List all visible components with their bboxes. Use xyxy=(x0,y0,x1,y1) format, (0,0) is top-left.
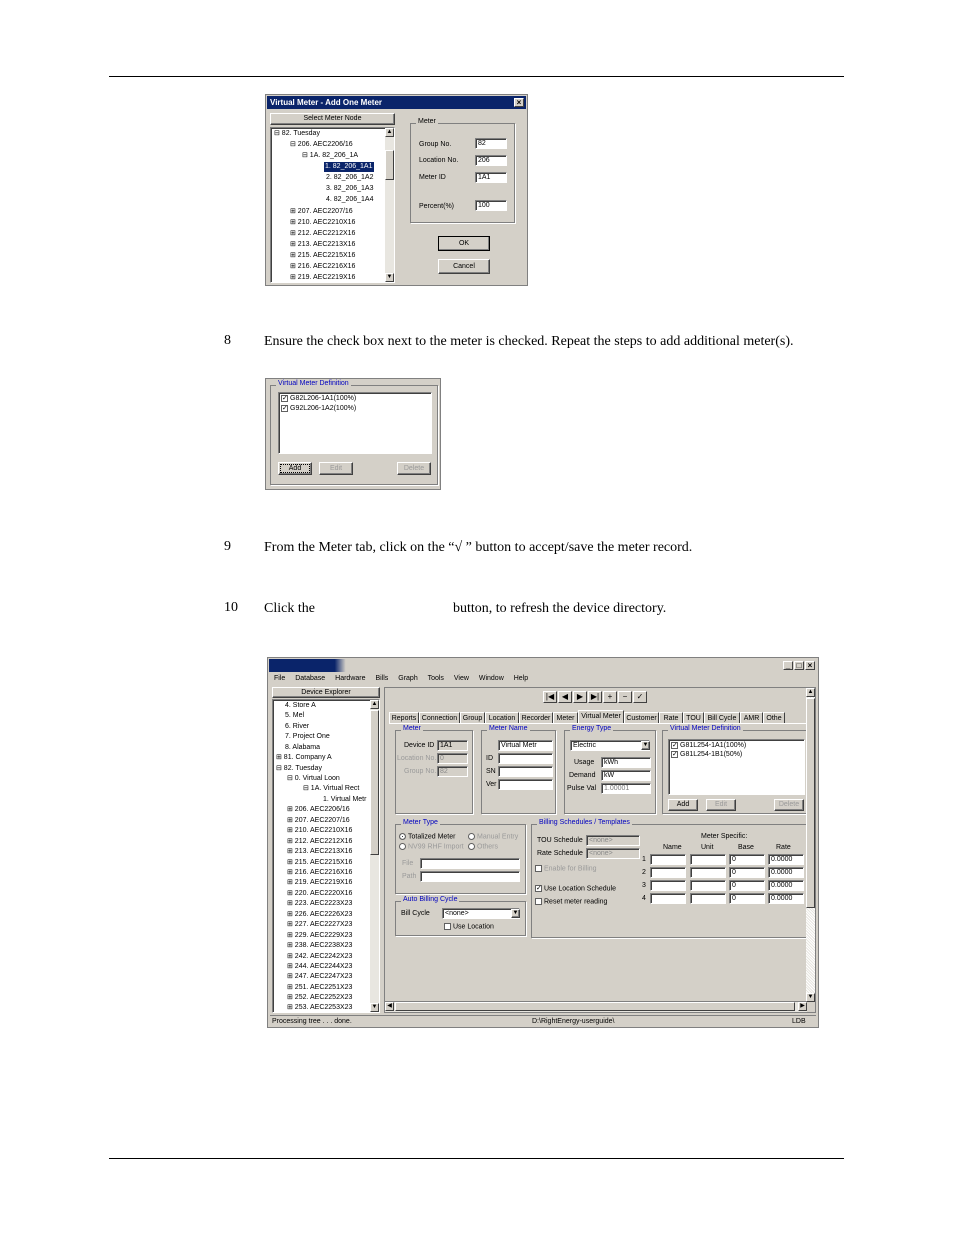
device-id-field[interactable]: 1A1 xyxy=(437,740,468,751)
record-toolbar xyxy=(543,691,653,703)
tree-node[interactable]: ⊟ 1A. 82_206_1A xyxy=(302,152,359,159)
sn-field[interactable] xyxy=(498,766,553,777)
tab-reports[interactable]: Reports xyxy=(389,712,419,723)
tree-node[interactable]: ⊞ 213. AEC2213X16 xyxy=(290,241,356,248)
vmd-groupbox xyxy=(662,725,808,814)
close-icon[interactable]: × xyxy=(514,98,524,107)
tree-node[interactable]: 1. Virtual Metr xyxy=(323,796,367,803)
tree-node[interactable]: ⊞ 253. AEC2253X23 xyxy=(287,1004,353,1011)
tree-node[interactable]: 3. 82_206_1A3 xyxy=(326,185,374,192)
vmd-list[interactable] xyxy=(668,739,805,795)
scroll-up-icon[interactable]: ▲ xyxy=(807,689,814,695)
checkbox-icon[interactable] xyxy=(444,923,451,930)
radio-label: Totalized Meter xyxy=(408,833,456,841)
delete-record-button[interactable]: − xyxy=(618,691,632,703)
select-meter-node-header: Select Meter Node xyxy=(270,113,395,125)
list-item-label: G81L254-1B1(50%) xyxy=(680,751,743,758)
usage-field[interactable]: kWh xyxy=(601,757,651,768)
meter-group-legend: Meter xyxy=(403,725,421,732)
step-number: 10 xyxy=(224,600,238,615)
list-item-label: G82L206-1A1(100%) xyxy=(290,395,357,402)
app-titlebar xyxy=(269,659,817,672)
checkbox-label: Use Location Schedule xyxy=(544,885,616,893)
checkbox-checked[interactable]: ✓ xyxy=(672,741,678,749)
row-name-field[interactable] xyxy=(650,880,686,891)
location-no-field[interactable]: 0 xyxy=(437,753,468,764)
tab-tou[interactable]: TOU xyxy=(683,712,704,723)
tree-node[interactable]: ⊞ 215. AEC2215X16 xyxy=(290,252,356,259)
menu-hardware[interactable]: Hardware xyxy=(335,675,366,682)
row-unit-field[interactable] xyxy=(690,880,726,891)
row-rate-field[interactable]: 0.0000 xyxy=(768,854,804,865)
radio-icon[interactable] xyxy=(399,843,406,850)
virtual-meter-definition-snippet xyxy=(265,378,441,490)
tree-node[interactable]: ⊞ 238. AEC2238X23 xyxy=(287,942,353,949)
row-unit-field[interactable] xyxy=(690,867,726,878)
meter-name-field[interactable]: Virtual Metr xyxy=(498,740,553,751)
meter-id-field[interactable]: 1A1 xyxy=(475,172,507,183)
checkbox-icon[interactable] xyxy=(535,865,542,872)
tree-node[interactable]: ⊞ 226. AEC2226X23 xyxy=(287,911,353,918)
checkbox-label: Use Location xyxy=(453,923,494,931)
row-name-field[interactable] xyxy=(650,867,686,878)
tree-node[interactable]: ⊞ 210. AEC2210X16 xyxy=(287,827,353,834)
tou-schedule-label: TOU Schedule xyxy=(537,837,583,844)
meter-groupbox xyxy=(395,725,473,814)
device-explorer-header: Device Explorer xyxy=(272,687,380,698)
tab-connection[interactable]: Connection xyxy=(419,712,460,723)
radio-nv99[interactable] xyxy=(399,843,464,850)
auto-billing-legend: Auto Billing Cycle xyxy=(403,896,458,903)
tab-amr[interactable]: AMR xyxy=(740,712,763,723)
tree-node[interactable]: ⊞ 223. AEC2223X23 xyxy=(287,900,353,907)
list-item[interactable] xyxy=(281,404,356,414)
meter-node-tree[interactable] xyxy=(270,127,395,283)
edit-button[interactable]: Edit xyxy=(706,799,736,811)
tree-node[interactable]: ⊟ 82. Tuesday xyxy=(274,130,320,137)
demand-label: Demand xyxy=(569,772,596,779)
tab-rate[interactable]: Rate xyxy=(659,712,683,723)
tree-node[interactable]: ⊟ 206. AEC2206/16 xyxy=(290,141,353,148)
menu-file[interactable]: File xyxy=(274,675,286,682)
tree-node[interactable]: ⊞ 219. AEC2219X16 xyxy=(287,879,353,886)
menu-tools[interactable]: Tools xyxy=(427,675,444,682)
close-icon[interactable]: × xyxy=(805,661,815,670)
step-number: 9 xyxy=(224,539,231,554)
step-text: Ensure the check box next to the meter is checked. Repeat the steps to add additional meter(s). xyxy=(264,334,794,349)
tab-location[interactable]: Location xyxy=(485,712,519,723)
energy-type-legend: Energy Type xyxy=(572,725,612,732)
list-item[interactable] xyxy=(671,750,742,760)
menu-help[interactable]: Help xyxy=(513,675,529,682)
location-no-label: Location No. xyxy=(419,157,459,164)
tree-node[interactable]: ⊟ 1A. Virtual Rect xyxy=(303,785,360,792)
tab-meter[interactable]: Meter xyxy=(553,712,578,723)
row-name-field[interactable] xyxy=(650,893,686,904)
rate-schedule-select[interactable]: <none> xyxy=(586,848,640,859)
chevron-down-icon[interactable]: ▼ xyxy=(642,742,649,748)
menu-database[interactable]: Database xyxy=(295,675,326,682)
pulse-val-field[interactable]: 1.00001 xyxy=(601,783,651,794)
status-text: Processing tree . . . done. xyxy=(272,1018,352,1025)
delete-button[interactable]: Delete xyxy=(774,799,804,811)
chevron-down-icon[interactable]: ▼ xyxy=(512,910,519,916)
checkbox-label: Reset meter reading xyxy=(544,898,608,906)
meter-type-groupbox xyxy=(395,819,526,894)
tab-body xyxy=(389,723,807,994)
id-label: ID xyxy=(486,755,493,762)
checkbox-checked[interactable]: ✓ xyxy=(536,885,542,892)
menu-bills[interactable]: Bills xyxy=(375,675,389,682)
tree-node[interactable]: ⊞ 227. AEC2227X23 xyxy=(287,921,353,928)
scroll-down-icon[interactable]: ▼ xyxy=(386,274,393,280)
radio-totalized[interactable] xyxy=(399,833,455,840)
checkbox-label: Enable for Billing xyxy=(544,865,597,873)
scroll-thumb[interactable] xyxy=(370,710,379,855)
right-pane xyxy=(384,687,816,1013)
row-rate-field[interactable]: 0.0000 xyxy=(768,880,804,891)
menu-window[interactable]: Window xyxy=(478,675,504,682)
tree-node[interactable]: 4. 82_206_1A4 xyxy=(326,196,374,203)
minimize-icon[interactable]: _ xyxy=(783,661,793,670)
tree-node-selected[interactable]: 1. 82_206_1A1 xyxy=(324,162,374,172)
list-item-label: G81L254-1A1(100%) xyxy=(680,742,747,749)
group-no-field[interactable]: 82 xyxy=(437,766,468,777)
delete-button[interactable]: Delete xyxy=(397,462,431,475)
add-button[interactable]: Add xyxy=(668,799,698,811)
list-item-label: G92L206-1A2(100%) xyxy=(290,405,357,412)
list-item[interactable] xyxy=(281,394,356,404)
row-number: 1 xyxy=(642,856,646,863)
tree-node[interactable]: ⊞ 252. AEC2252X23 xyxy=(287,994,353,1001)
location-no-field[interactable]: 206 xyxy=(475,155,507,166)
tree-node[interactable]: ⊞ 207. AEC2207/16 xyxy=(287,817,350,824)
tree-node[interactable]: ⊞ 244. AEC2244X23 xyxy=(287,963,353,970)
scroll-up-icon[interactable]: ▲ xyxy=(386,129,393,135)
app-window xyxy=(267,657,819,1028)
scroll-thumb[interactable] xyxy=(395,1002,795,1011)
col-base: Base xyxy=(738,844,754,851)
scroll-thumb[interactable] xyxy=(385,150,394,180)
prev-record-button[interactable]: ◀ xyxy=(558,691,572,703)
row-number: 4 xyxy=(642,895,646,902)
tree-node[interactable]: ⊞ 213. AEC2213X16 xyxy=(287,848,353,855)
tree-node[interactable]: ⊞ 215. AEC2215X16 xyxy=(287,859,353,866)
group-no-field[interactable]: 82 xyxy=(475,138,507,149)
meter-group-legend: Meter xyxy=(418,118,436,125)
tree-node[interactable]: ⊞ 247. AEC2247X23 xyxy=(287,973,353,980)
path-label: Path xyxy=(402,873,417,880)
step-text-before: Click the xyxy=(264,601,315,616)
group-no-label: Group No. xyxy=(419,141,452,148)
row-base-field[interactable]: 0 xyxy=(729,893,765,904)
accept-record-button[interactable]: ✓ xyxy=(633,691,647,703)
bill-cycle-label: Bill Cycle xyxy=(401,910,430,917)
tou-schedule-select[interactable]: <none> xyxy=(586,835,640,846)
tree-node[interactable]: ⊞ 81. Company A xyxy=(276,754,332,761)
ver-label: Ver xyxy=(486,781,497,788)
scroll-left-icon[interactable]: ◀ xyxy=(385,1002,394,1011)
tree-node[interactable]: ⊞ 206. AEC2206/16 xyxy=(287,806,350,813)
reset-meter-checkbox[interactable] xyxy=(535,898,607,905)
checkbox-checked[interactable]: ✓ xyxy=(672,750,678,758)
col-unit: Unit xyxy=(701,844,714,851)
use-location-schedule-checkbox[interactable] xyxy=(535,885,616,892)
energy-type-groupbox xyxy=(564,725,656,814)
tab-other[interactable]: Othe xyxy=(763,712,785,723)
tree-node[interactable]: ⊞ 220. AEC2220X16 xyxy=(287,890,353,897)
path-field[interactable] xyxy=(420,871,520,882)
auto-billing-groupbox xyxy=(395,896,526,936)
tree-node[interactable]: 5. Mel xyxy=(285,712,305,719)
meter-groupbox xyxy=(410,118,515,223)
enable-billing-checkbox[interactable] xyxy=(535,865,597,872)
scroll-down-icon[interactable]: ▼ xyxy=(807,994,814,1000)
vmd-legend: Virtual Meter Definition xyxy=(278,380,349,387)
row-base-field[interactable]: 0 xyxy=(729,867,765,878)
meter-specific-label: Meter Specific: xyxy=(701,833,748,840)
next-record-button[interactable]: ▶ xyxy=(573,691,587,703)
radio-label: Manual Entry xyxy=(477,833,519,841)
vmd-list[interactable] xyxy=(278,392,432,454)
sn-label: SN xyxy=(486,768,496,775)
tree-node[interactable]: ⊞ 251. AEC2251X23 xyxy=(287,984,353,991)
tab-recorder[interactable]: Recorder xyxy=(519,712,553,723)
menu-bar xyxy=(274,675,536,682)
percent-label: Percent(%) xyxy=(419,203,455,210)
meter-name-legend: Meter Name xyxy=(489,725,528,732)
ok-button[interactable]: OK xyxy=(438,236,490,251)
device-explorer-tree[interactable] xyxy=(272,699,380,1013)
radio-manual[interactable] xyxy=(468,833,518,840)
tree-node[interactable]: ⊞ 219. AEC2219X16 xyxy=(290,274,356,281)
radio-selected-icon[interactable] xyxy=(399,833,406,840)
tree-node[interactable]: ⊞ 210. AEC2210X16 xyxy=(290,219,356,226)
tree-node[interactable]: 8. Alabama xyxy=(285,744,321,751)
scroll-up-icon[interactable]: ▲ xyxy=(371,701,378,707)
demand-field[interactable]: kW xyxy=(601,770,651,781)
energy-type-select[interactable]: Electric xyxy=(570,740,650,751)
tree-node[interactable]: ⊞ 207. AEC2207/16 xyxy=(290,208,353,215)
dialog-titlebar xyxy=(267,96,526,109)
last-record-button[interactable]: ▶| xyxy=(588,691,602,703)
row-unit-field[interactable] xyxy=(690,854,726,865)
usage-label: Usage xyxy=(574,759,595,766)
first-record-button[interactable]: |◀ xyxy=(543,691,557,703)
radio-label: Others xyxy=(477,843,499,851)
add-button[interactable]: Add xyxy=(278,462,312,475)
scroll-right-icon[interactable]: ▶ xyxy=(798,1002,807,1011)
maximize-icon[interactable]: □ xyxy=(794,661,804,670)
tab-group[interactable]: Group xyxy=(460,712,485,723)
row-number: 3 xyxy=(642,882,646,889)
id-field[interactable] xyxy=(498,753,553,764)
explorer-scrollbar[interactable] xyxy=(370,700,379,1012)
checkbox-checked[interactable]: ✓ xyxy=(282,394,288,402)
meter-name-groupbox xyxy=(481,725,556,814)
add-one-meter-dialog xyxy=(265,94,528,286)
tree-node[interactable]: ⊞ 212. AEC2212X16 xyxy=(287,838,353,845)
tree-node[interactable]: ⊟ 82. Tuesday xyxy=(276,765,322,772)
file-field[interactable] xyxy=(420,858,520,869)
tab-customer[interactable]: Customer xyxy=(624,712,659,723)
billing-schedules-groupbox xyxy=(531,819,808,938)
ver-field[interactable] xyxy=(498,779,553,790)
row-base-field[interactable]: 0 xyxy=(729,854,765,865)
group-no-label: Group No. xyxy=(404,768,437,775)
menu-graph[interactable]: Graph xyxy=(398,675,418,682)
scroll-down-icon[interactable]: ▼ xyxy=(371,1004,378,1010)
edit-button[interactable]: Edit xyxy=(319,462,353,475)
tree-node[interactable]: 6. River xyxy=(285,723,310,730)
step-text-after: button, to refresh the device directory. xyxy=(453,601,667,616)
row-unit-field[interactable] xyxy=(690,893,726,904)
cancel-button[interactable]: Cancel xyxy=(438,259,490,274)
radio-label: NV99 RHF Import xyxy=(408,843,464,851)
menu-view[interactable]: View xyxy=(453,675,469,682)
row-rate-field[interactable]: 0.0000 xyxy=(768,867,804,878)
bill-cycle-select[interactable]: <none> xyxy=(442,908,520,919)
status-bar xyxy=(270,1015,816,1027)
meter-id-label: Meter ID xyxy=(419,174,446,181)
percent-field[interactable]: 100 xyxy=(475,200,507,211)
tree-node[interactable]: 4. Store A xyxy=(285,702,316,709)
meter-type-legend: Meter Type xyxy=(403,819,438,826)
row-name-field[interactable] xyxy=(650,854,686,865)
checkbox-icon[interactable] xyxy=(535,898,542,905)
tree-node[interactable]: ⊞ 216. AEC2216X16 xyxy=(287,869,353,876)
checkbox-checked[interactable]: ✓ xyxy=(282,404,288,412)
tree-scrollbar[interactable] xyxy=(385,128,394,282)
pane-vertical-scrollbar[interactable] xyxy=(806,688,815,1002)
billing-schedules-legend: Billing Schedules / Templates xyxy=(539,819,630,826)
vmd-legend: Virtual Meter Definition xyxy=(670,725,741,732)
radio-others[interactable] xyxy=(468,843,498,850)
header-rule xyxy=(109,76,844,77)
col-rate: Rate xyxy=(776,844,791,851)
radio-icon[interactable] xyxy=(468,843,475,850)
file-label: File xyxy=(402,860,414,867)
tree-node[interactable]: ⊞ 212. AEC2212X16 xyxy=(290,230,356,237)
row-number: 2 xyxy=(642,869,646,876)
dialog-title: Virtual Meter - Add One Meter xyxy=(270,98,383,107)
row-rate-field[interactable]: 0.0000 xyxy=(768,893,804,904)
status-db: LDB xyxy=(792,1018,806,1025)
footer-rule xyxy=(109,1158,844,1159)
radio-icon[interactable] xyxy=(468,833,475,840)
step-number: 8 xyxy=(224,333,231,348)
location-no-label: Location No. xyxy=(397,755,437,762)
add-record-button[interactable]: + xyxy=(603,691,617,703)
status-path: D:\RightEnergy-userguide\ xyxy=(532,1018,615,1025)
tree-node[interactable]: ⊞ 229. AEC2229X23 xyxy=(287,932,353,939)
vmd-groupbox xyxy=(270,380,438,485)
tree-node[interactable]: ⊞ 216. AEC2216X16 xyxy=(290,263,356,270)
rate-schedule-label: Rate Schedule xyxy=(537,850,583,857)
tab-bill-cycle[interactable]: Bill Cycle xyxy=(704,712,740,723)
pulse-val-label: Pulse Val xyxy=(567,785,597,792)
row-base-field[interactable]: 0 xyxy=(729,880,765,891)
col-name: Name xyxy=(663,844,682,851)
scroll-thumb[interactable] xyxy=(806,698,815,908)
tree-node[interactable]: ⊟ 0. Virtual Loon xyxy=(287,775,340,782)
tree-node[interactable]: 7. Project One xyxy=(285,733,330,740)
pane-horizontal-scrollbar[interactable] xyxy=(385,1001,807,1012)
tab-virtual-meter[interactable]: Virtual Meter xyxy=(578,710,624,723)
tree-node[interactable]: ⊞ 242. AEC2242X23 xyxy=(287,953,353,960)
tree-node[interactable]: 2. 82_206_1A2 xyxy=(326,174,374,181)
step-text: From the Meter tab, click on the “√ ” button to accept/save the meter record. xyxy=(264,540,693,555)
use-location-checkbox[interactable] xyxy=(444,923,494,930)
device-id-label: Device ID xyxy=(404,742,435,749)
